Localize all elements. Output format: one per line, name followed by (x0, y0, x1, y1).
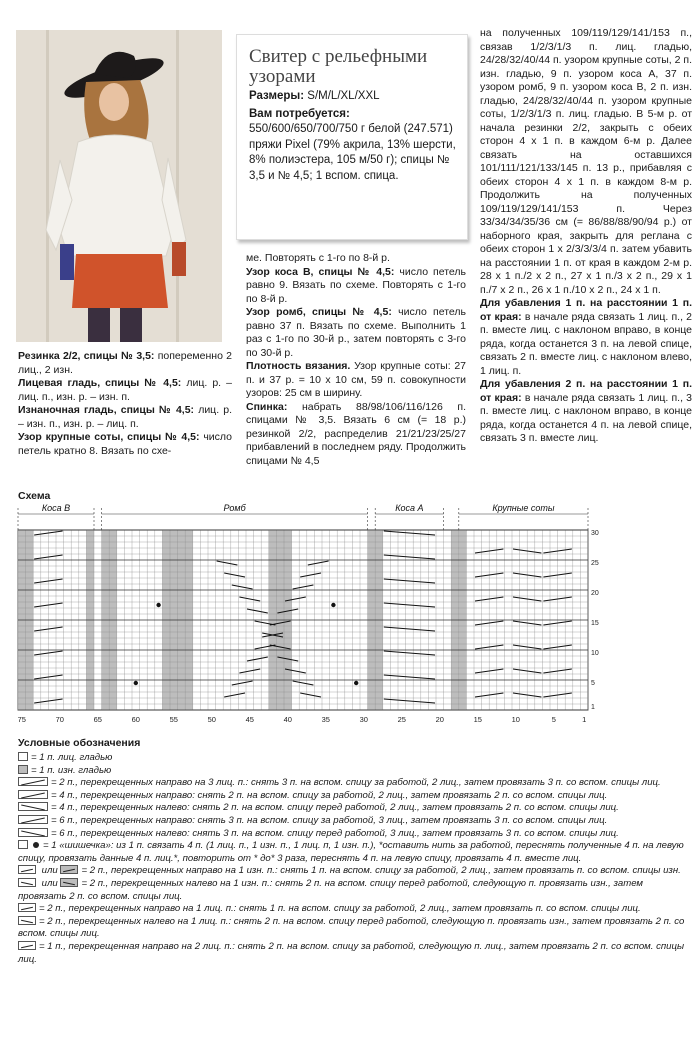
cross-symbol (18, 790, 48, 799)
density-label: Плотность вязания. (246, 360, 351, 372)
x-tick-label: 65 (93, 715, 102, 724)
x-tick-label: 55 (169, 715, 178, 724)
density-text: Узор крупные соты: 27 п. и 37 р. = 10 х 10 см, 59 п. совокупности узоров: 25 см в ширину. (246, 360, 466, 399)
cross-symbol (18, 802, 48, 811)
rib-label: Резинка 2/2, спицы № 3,5: (18, 350, 155, 362)
bobble-mark (134, 681, 138, 685)
x-tick-label: 50 (207, 715, 216, 724)
dec1-text: в начале ряда связать 1 лиц. п., 2 п. вместе лиц. с наклоном вправо, в конце ряда, когда останется 3 п. на левой спице, связать 2 п. вместе лиц. с наклоном влево, 1 лиц. п. (480, 310, 693, 377)
legend-title: Условные обозначения (18, 737, 141, 749)
section-label: Крупные соты (492, 503, 555, 513)
cross-symbol (18, 878, 36, 887)
legend-row-cross-purl-r (18, 865, 692, 878)
y-tick-label: 20 (591, 590, 599, 597)
x-tick-label: 40 (283, 715, 292, 724)
model-photo (16, 30, 222, 342)
purl-text: лиц. р. – изн. п., изн. р. – лиц. п. (18, 404, 232, 430)
legend-row-cross-6l (18, 828, 692, 841)
back-text: набрать 88/98/106/116/126 п. спицами № 3,5. Вязать 6 см (= 18 р.) резинкой 2/2, распределив 21/21/23/25/27 прибавлений в последнем ряду. Продолжить спицами № 4,5 (246, 400, 467, 467)
section-label: Коса В (41, 503, 71, 513)
braid-b-text: число петель равно 9. Вязать по схеме. Повторять с 1-го по 8-й р. (246, 265, 467, 305)
legend-text: = 2 п., перекрещенных направо на 1 изн. п.: снять 1 п. на вспом. спицу за работой, 2 лиц., затем провязать п. со вспом. спицы изн. (81, 865, 681, 877)
legend-row-cross-1 (18, 941, 692, 966)
face-label: Лицевая гладь, спицы № 4,5: (18, 377, 182, 389)
legend-text: = 4 п., перекрещенных направо: снять 2 п. на вспом. спицу за работой, 2 лиц., затем провязать 2 п. со вспом. спицы лиц. (51, 789, 608, 801)
bobble-mark (156, 603, 160, 607)
purl-symbol (18, 765, 28, 774)
cross-symbol (18, 865, 36, 874)
honeycomb-label: Узор крупные соты, спицы № 4,5: (18, 431, 200, 443)
legend-text: = 2 п., перекрещенных направо на 1 лиц. п.: снять 1 п. на вспом. спицу за работой, 2 лиц., затем провязать п. со вспом. спицы лиц. (39, 903, 641, 915)
legend (18, 752, 692, 966)
cross-symbol (18, 828, 48, 837)
dec2-text: в начале ряда связать 1 лиц. п., 3 п. вместе лиц. с наклоном вправо, в конце ряда, когда останется 4 п. на левой спице, связать 3 п. вместе лиц. (480, 391, 693, 444)
braid-b-label: Узор коса В, спицы № 4,5: (246, 265, 395, 278)
x-tick-label: 5 (551, 715, 556, 724)
middle-column (246, 252, 466, 468)
legend-text: = 6 п., перекрещенных налево: снять 3 п. на вспом. спицу перед работой, 3 лиц., затем провязать 3 п. со вспом. спицы лиц. (51, 827, 619, 839)
y-tick-label: 10 (591, 650, 599, 657)
materials (249, 107, 457, 185)
section-label: Коса А (395, 503, 424, 513)
rhomb-text: число петель равно 37 п. Вязать по схеме. Выполнить 1 раз с 1-го по 30-й р., затем повторять с 3-го по 30-й р. (246, 306, 467, 359)
section-label: Ромб (223, 503, 246, 513)
x-tick-label: 30 (359, 715, 368, 724)
legend-text: = 2 п., перекрещенных направо на 3 лиц. п.: снять 3 п. на вспом. спицу за работой, 2 лиц., затем провязать 3 п. со вспом. спицы лиц. (51, 777, 661, 789)
x-tick-label: 45 (245, 715, 254, 724)
legend-row-cross-knit-l (18, 916, 692, 941)
legend-row-cross-purl-l (18, 878, 692, 903)
knitting-chart (12, 500, 602, 730)
rhomb-label: Узор ромб, спицы № 4,5: (246, 306, 392, 318)
legend-text: = 2 п., перекрещенных налево на 1 лиц. п.: снять 2 п. на вспом. спицу перед работой, следующую п. провязать изн., затем провязать 2 п. со вспом. спицы лиц. (18, 915, 685, 940)
legend-row-cross-4r (18, 790, 692, 803)
legend-row-cross-knit-r (18, 903, 692, 916)
x-tick-label: 60 (131, 715, 140, 724)
x-tick-label: 25 (397, 715, 406, 724)
page-title: Свитер с рельефными узорами (249, 46, 428, 87)
legend-row-cross-4l (18, 802, 692, 815)
cross-symbol (18, 916, 36, 925)
legend-row-cross-5r (18, 777, 692, 790)
model-illustration (16, 30, 222, 342)
purl-label: Изнаночная гладь, спицы № 4,5: (18, 404, 195, 416)
y-tick-label: 25 (591, 560, 599, 567)
face-text: лиц. р. – лиц. п., изн. р. – изн. п. (18, 377, 232, 403)
materials-label: Вам потребуется: (249, 107, 350, 120)
legend-text: = 1 п., перекрещенная направо на 2 лиц. п.: снять 2 п. на вспом. спицу за работой, следующую п. лиц., затем провязать 2 п. со вспом. спицы лиц. (18, 940, 685, 965)
rib-text: попеременно 2 лиц., 2 изн. (18, 350, 233, 376)
x-tick-label: 1 (582, 715, 587, 724)
x-tick-label: 70 (55, 715, 64, 724)
cross-symbol (60, 865, 78, 874)
y-tick-label: 30 (591, 530, 599, 537)
legend-text: = 1 п. лиц. гладью (31, 752, 113, 763)
cross-symbol (60, 878, 78, 887)
sizes-value: S/M/L/XL/XXL (307, 90, 380, 102)
dec1-label: Для убавления 1 п. на расстоянии 1 п. от края: (480, 297, 692, 323)
or-word: или (41, 877, 58, 889)
legend-row-bobble (18, 840, 692, 865)
left-column (18, 350, 232, 458)
cross-symbol (18, 777, 48, 786)
legend-text: = 2 п., перекрещенных налево на 1 изн. п.: снять 2 п. на вспом. спицу перед работой, следующую п. провязать изн., затем провязать 2 п. со вспом. спицы лиц. (18, 877, 643, 902)
right-column (480, 27, 692, 446)
x-tick-label: 15 (473, 715, 482, 724)
legend-text: = 1 «шишечка»: из 1 п. связать 4 п. (1 лиц. п., 1 изн. п., 1 лиц. п, 1 изн. п.), *оставить нить за работой, переснять полученные 4 п. на левую спицу, провязать данные 4 п. лиц.*, повторить от * до* 3 раза, переснять 4 п. на левую спицу, провязать 4 п. вместе лиц. (18, 840, 684, 864)
pattern-continue: ме. Повторять с 1-го по 8-й р. (246, 252, 390, 264)
legend-text: = 1 п. изн. гладью (31, 764, 112, 776)
bobble-mark (331, 603, 335, 607)
bobble-mark (354, 681, 358, 685)
honeycomb-text: число петель кратно 8. Вязать по схе- (18, 431, 232, 457)
title-card (236, 34, 468, 240)
schema-title: Схема (18, 490, 51, 502)
back-label: Спинка: (246, 400, 288, 413)
bobble-symbol (18, 840, 28, 849)
materials-text: 550/600/650/700/750 г белой (247.571) пряжи Pixel (79% акрила, 13% шерсти, 8% полиэстера, 105 м/50 г); спицы № 3,5 и № 4,5; 1 вспом. спица. (249, 123, 456, 182)
legend-row-cross-6r (18, 815, 692, 828)
x-tick-label: 10 (511, 715, 520, 724)
y-tick-label: 1 (591, 704, 595, 711)
x-tick-label: 35 (321, 715, 330, 724)
back-continued: на полученных 109/119/129/141/153 п., связав 1/2/3/1/3 п. лиц. гладью, 24/28/32/40/44 п. узором крупные соты, 2 п. изн. гладью, 9 п. узором коса А, 37 п. узором ромб, 9 п. узором коса В, 2 п. изн. гладью, 24/28/32/40/44 п. узором крупные соты, 1/2/3/1/3 п. лиц. гладью. В 5-м р. от начала резинки 2/2, закрыть с обеих сторон 4 х 1 п. в каждом 6-м р. Далее связать на оставшихся 101/111/121/133/145 п. 13 р., прибавляя с обеих сторон 4 х 1 п. в каждом 8-м р. Продолжить на полученных 109/119/129/141/153 п. Через 33/34/34/35/36 см (= 86/88/88/90/94 р.) от наборного края, закрыть для реглана с обеих сторон 1 х 2/3/3/3/4 п. затем убавить на расстоянии 1 п. от края в каждом 2-м р. 28 х 1 п./2 х 2 п., 27 х 1 п./3 х 2 п., 29 х 1 п./7 х 2 п., 26 х 1 п./10 х 2 п., 24 х 1 п. (480, 27, 692, 296)
cross-symbol (18, 903, 36, 912)
legend-text: = 6 п., перекрещенных направо: снять 3 п. на вспом. спицу за работой, 3 лиц., затем провязать 3 п. со вспом. спицы лиц. (51, 814, 608, 826)
sizes-label: Размеры: (249, 90, 305, 102)
y-tick-label: 5 (591, 680, 595, 687)
cross-symbol (18, 941, 36, 950)
legend-row-knit (18, 752, 692, 765)
sizes-line (249, 89, 457, 105)
or-word: или (41, 865, 58, 877)
cross-symbol (18, 815, 48, 824)
bobble-dot-icon (33, 842, 39, 848)
knit-symbol (18, 752, 28, 761)
x-tick-label: 20 (435, 715, 444, 724)
dec2-label: Для убавления 2 п. на расстоянии 1 п. от края: (480, 378, 692, 404)
legend-row-purl (18, 765, 692, 778)
x-tick-label: 75 (17, 715, 26, 724)
legend-text: = 4 п., перекрещенных налево: снять 2 п. на вспом. спицу перед работой, 2 лиц., затем провязать 2 п. со вспом. спицы лиц. (51, 802, 619, 814)
y-tick-label: 15 (591, 620, 599, 627)
